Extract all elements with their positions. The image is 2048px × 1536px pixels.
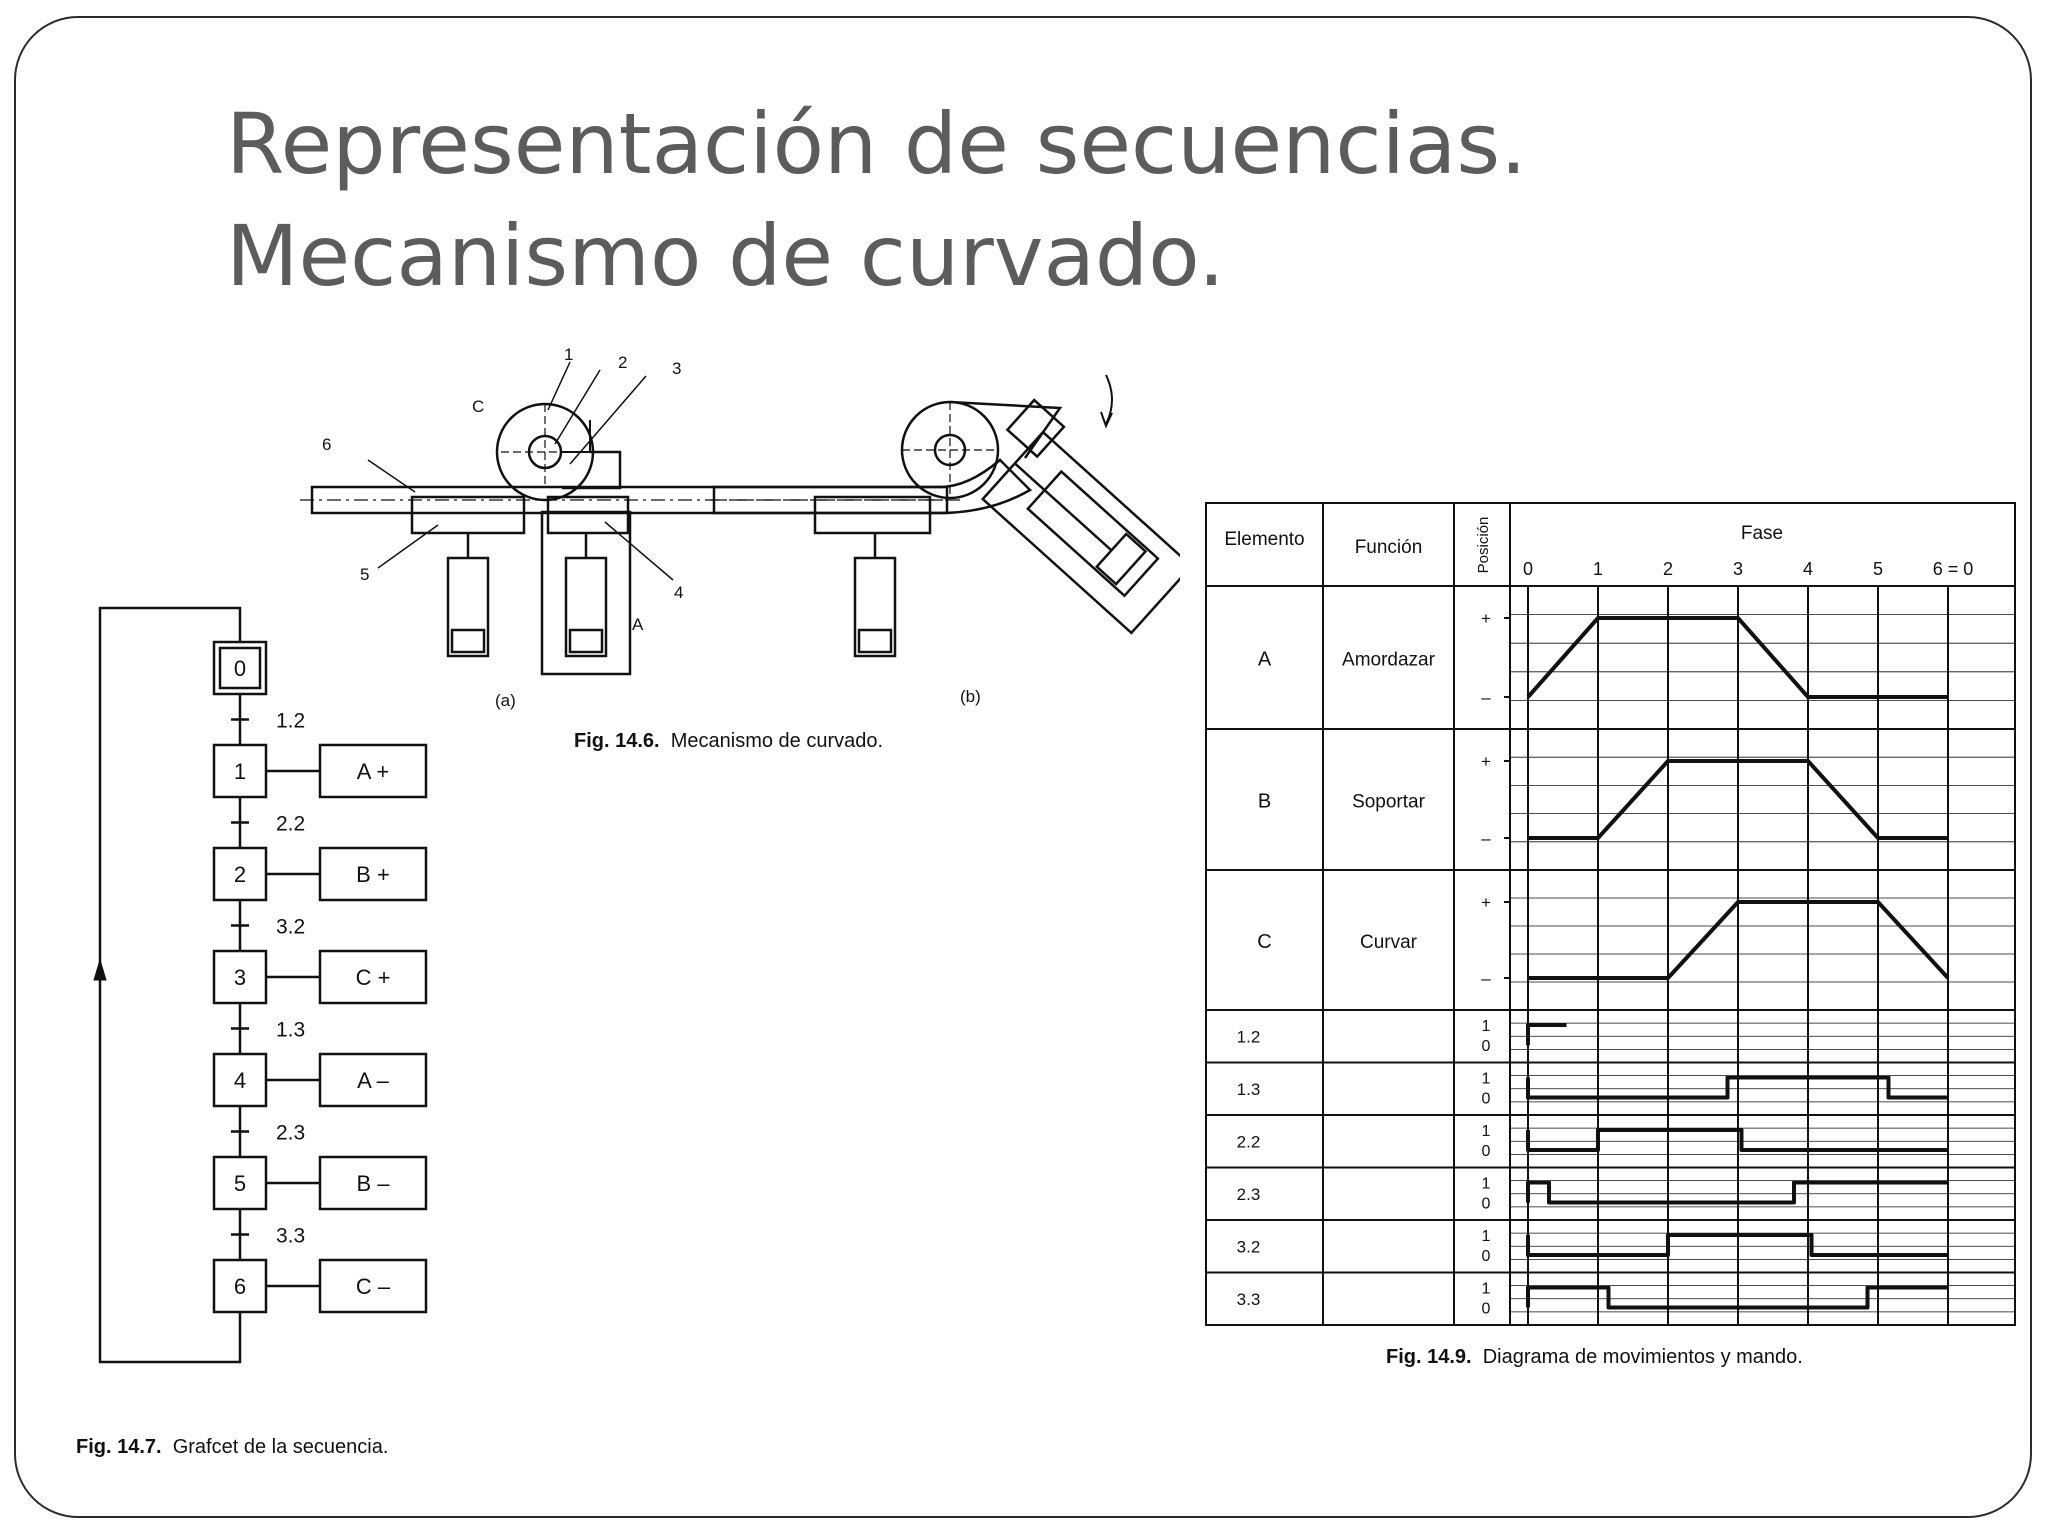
fig146-caption-num: Fig. 14.6. bbox=[574, 730, 660, 752]
signal-name: 2.3 bbox=[1236, 1184, 1261, 1204]
grafcet-diagram bbox=[80, 600, 480, 1410]
part-label-2: 2 bbox=[618, 353, 628, 372]
phase-label: 5 bbox=[1872, 559, 1884, 579]
level-one: 1 bbox=[1481, 1123, 1491, 1140]
part-label-3: 3 bbox=[672, 359, 682, 378]
header-position: Posición bbox=[1475, 516, 1492, 574]
loop-back-line bbox=[100, 608, 240, 1362]
element-name: C bbox=[1257, 931, 1272, 953]
level-plus: + bbox=[1481, 893, 1491, 912]
fig149-caption bbox=[1386, 1346, 1803, 1369]
action-label: B + bbox=[356, 862, 390, 887]
action-label: C – bbox=[355, 1274, 391, 1299]
level-one: 1 bbox=[1481, 1228, 1491, 1245]
header-function: Función bbox=[1354, 537, 1423, 558]
action-label: A – bbox=[357, 1068, 389, 1093]
phase-label: 0 bbox=[1522, 559, 1534, 579]
transition-label: 2.3 bbox=[276, 1121, 306, 1145]
fig149-caption-text: Diagrama de movimientos y mando. bbox=[1482, 1346, 1803, 1368]
part-label-5: 5 bbox=[360, 565, 370, 584]
level-one: 1 bbox=[1481, 1070, 1491, 1088]
fig147-caption bbox=[76, 1436, 388, 1459]
fig146-caption-text: Mecanismo de curvado. bbox=[670, 730, 884, 752]
fig149-caption-num: Fig. 14.9. bbox=[1386, 1346, 1472, 1368]
step-number: 2 bbox=[233, 862, 247, 887]
action-label: C + bbox=[355, 965, 391, 990]
level-minus: – bbox=[1481, 969, 1491, 988]
fig146-caption bbox=[574, 730, 883, 753]
element-function: Soportar bbox=[1352, 791, 1425, 813]
phase-label: 1 bbox=[1592, 559, 1604, 579]
step-number: 4 bbox=[233, 1068, 247, 1093]
level-zero: 0 bbox=[1481, 1090, 1491, 1108]
element-function: Curvar bbox=[1359, 932, 1418, 953]
step-number: 3 bbox=[233, 965, 247, 990]
part-label-1: 1 bbox=[564, 345, 574, 364]
signal-name: 2.2 bbox=[1236, 1132, 1261, 1152]
action-label: B – bbox=[356, 1171, 390, 1196]
level-one: 1 bbox=[1481, 1018, 1491, 1035]
level-minus: – bbox=[1481, 688, 1491, 707]
element-function: Amordazar bbox=[1342, 649, 1435, 671]
initial-step-label: 0 bbox=[233, 656, 247, 681]
signal-name: 3.3 bbox=[1236, 1289, 1261, 1309]
signal-trace-1-2 bbox=[1528, 1025, 1567, 1045]
signal-name: 1.3 bbox=[1236, 1079, 1261, 1099]
part-label-4: 4 bbox=[674, 583, 684, 602]
label-view-b: (b) bbox=[960, 687, 981, 706]
fig147-caption-num: Fig. 14.7. bbox=[76, 1436, 162, 1458]
element-name: B bbox=[1257, 790, 1272, 813]
fig147-caption-text: Grafcet de la secuencia. bbox=[172, 1436, 389, 1458]
label-view-a: (a) bbox=[495, 691, 516, 710]
step-number: 6 bbox=[233, 1274, 247, 1299]
level-zero: 0 bbox=[1481, 1143, 1491, 1160]
transition-label: 3.2 bbox=[276, 915, 306, 939]
level-one: 1 bbox=[1481, 1280, 1491, 1298]
level-zero: 0 bbox=[1481, 1038, 1491, 1055]
phase-label: 2 bbox=[1662, 559, 1674, 579]
header-element: Elemento bbox=[1224, 529, 1305, 550]
part-label-6: 6 bbox=[322, 435, 332, 454]
transition-label: 1.3 bbox=[276, 1018, 306, 1042]
transition-label: 1.2 bbox=[276, 709, 306, 733]
step-number: 5 bbox=[233, 1171, 247, 1196]
level-plus: + bbox=[1481, 752, 1491, 771]
header-phase: Fase bbox=[1740, 523, 1784, 544]
level-plus: + bbox=[1481, 609, 1491, 628]
level-one: 1 bbox=[1481, 1175, 1491, 1193]
motion-control-diagram bbox=[1200, 495, 2030, 1335]
label-c: C bbox=[472, 397, 485, 416]
element-name: A bbox=[1257, 648, 1272, 671]
step-number: 1 bbox=[233, 759, 247, 784]
level-zero: 0 bbox=[1481, 1300, 1491, 1318]
loop-arrow-icon bbox=[94, 960, 106, 980]
transition-label: 3.3 bbox=[276, 1224, 306, 1248]
phase-label: 3 bbox=[1732, 559, 1744, 579]
phase-label: 6 = 0 bbox=[1932, 559, 1974, 579]
level-zero: 0 bbox=[1481, 1195, 1491, 1213]
label-a: A bbox=[632, 615, 644, 634]
signal-name: 3.2 bbox=[1236, 1237, 1261, 1257]
signal-name: 1.2 bbox=[1236, 1027, 1261, 1047]
level-zero: 0 bbox=[1481, 1248, 1491, 1265]
slide-title: Representación de secuencias. Mecanismo de curvado. bbox=[226, 95, 1527, 305]
action-label: A + bbox=[356, 759, 390, 784]
level-minus: – bbox=[1481, 829, 1491, 848]
phase-label: 4 bbox=[1802, 559, 1814, 579]
transition-label: 2.2 bbox=[276, 812, 306, 836]
